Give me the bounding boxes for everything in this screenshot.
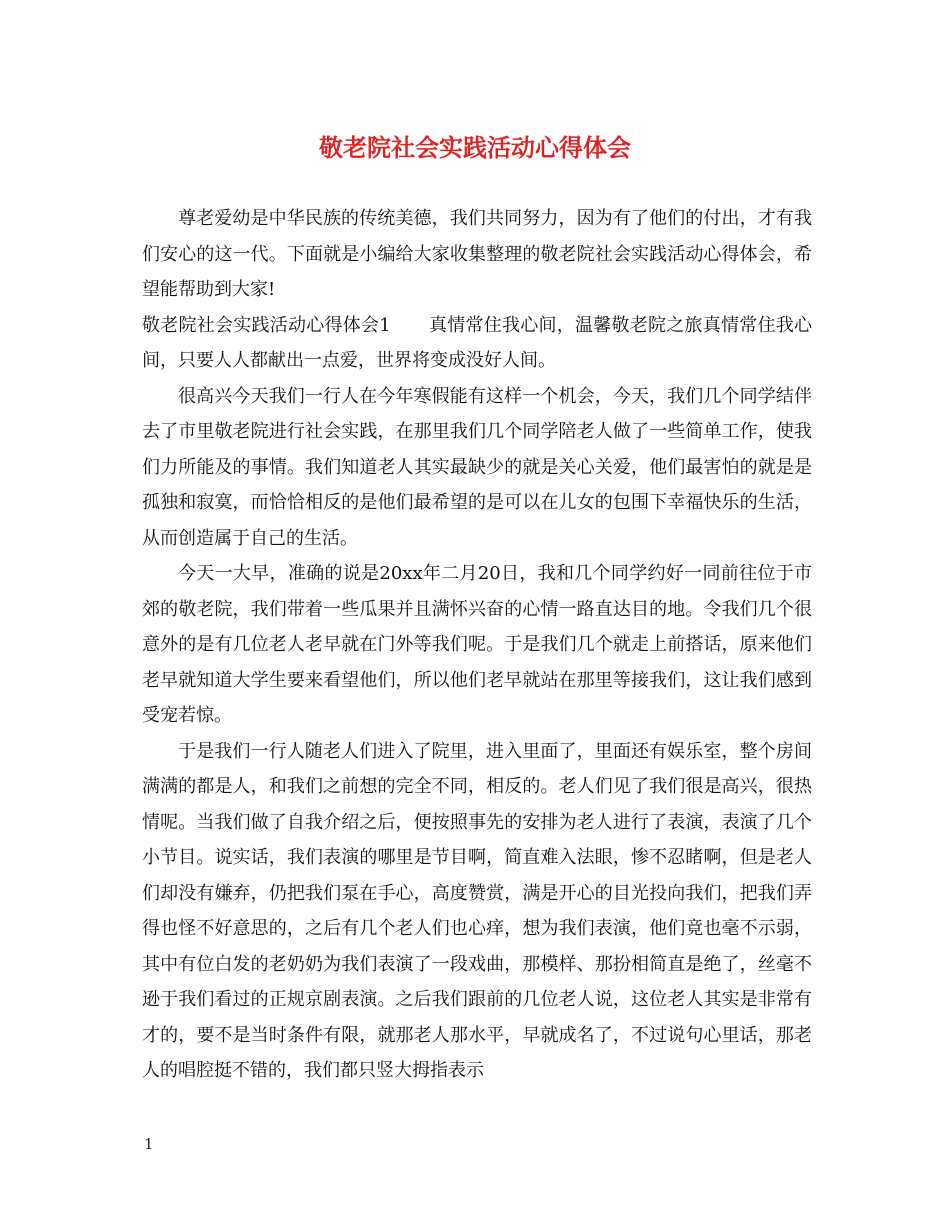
section-heading: 敬老院社会实践活动心得体会1 xyxy=(142,314,391,336)
body-paragraph-3: 于是我们一行人随老人们进入了院里，进入里面了，里面还有娱乐室，整个房间满满的都是人，和我们之前想的完全不同，相反的。老人们见了我们很是高兴，很热情呢。当我们做了自我介绍之后，便按照事先的安排为老人进行了表演，表演了几个小节目。说实话，我们表演的哪里是节目啊，简直难入法眼，惨不忍睹啊，但是老人们却没有嫌弃，仍把我们泵在手心，高度赞赏，满是开心的目光投向我们，把我们弄得也怪不好意思的，之后有几个老人们也心痒，想为我们表演，他们竟也毫不示弱，其中有位白发的老奶奶为我们表演了一段戏曲，那模样、那扮相简直是绝了，丝毫不逊于我们看过的正规京剧表演。之后我们跟前的几位老人说，这位老人其实是非常有才的，要不是当时条件有限，就那老人那水平，早就成名了，不过说句心里话，那老人的唱腔挺不错的，我们都只竖大拇指表示 xyxy=(142,740,812,1081)
page-number: 1 xyxy=(144,1135,154,1153)
section-lead: 真情常住我心间，温馨敬老院之旅真情常住我心间，只要人人都献出一点爱，世界将变成没好人间。 xyxy=(142,314,812,371)
document-body xyxy=(142,201,812,1089)
section-paragraph xyxy=(142,308,812,379)
body-paragraph-1: 很高兴今天我们一行人在今年寒假能有这样一个机会，今天，我们几个同学结伴去了市里敬老院进行社会实践，在那里我们几个同学陪老人做了一些简单工作，使我们力所能及的事情。我们知道老人其实最缺少的就是关心关爱，他们最害怕的就是是孤独和寂寞，而恰恰相反的是他们最希望的是可以在儿女的包围下幸福快乐的生活，从而创造属于自己的生活。 xyxy=(142,385,812,549)
body-paragraph-2: 今天一大早，准确的说是20xx年二月20日，我和几个同学约好一同前往位于市郊的敬老院，我们带着一些瓜果并且满怀兴奋的心情一路直达目的地。令我们几个很意外的是有几位老人老早就在门外等我们呢。于是我们几个就走上前搭话，原来他们老早就知道大学生要来看望他们，所以他们老早就站在那里等接我们，这让我们感到受宠若惊。 xyxy=(142,563,812,726)
document-title: 敬老院社会实践活动心得体会 xyxy=(319,133,631,162)
intro-paragraph: 尊老爱幼是中华民族的传统美德，我们共同努力，因为有了他们的付出，才有我们安心的这一代。下面就是小编给大家收集整理的敬老院社会实践活动心得体会，希望能帮助到大家! xyxy=(142,208,812,300)
